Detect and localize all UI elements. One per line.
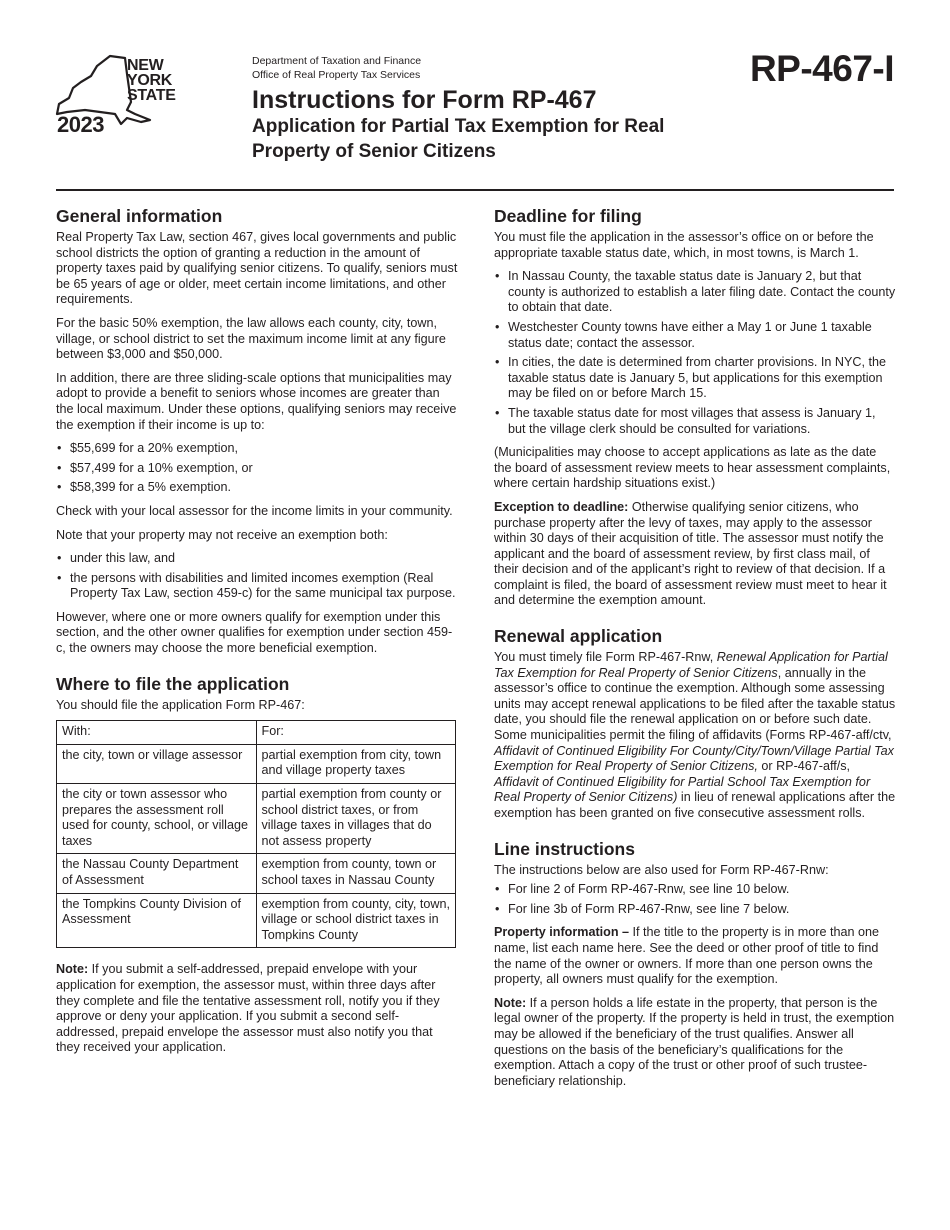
line-instructions-section [494, 838, 896, 1090]
list-item: • $55,699 for a 20% exemption, [56, 441, 458, 457]
column-header: For: [256, 721, 456, 745]
text: , annually in the assessor’s office to continue the exemption. Although some assessing units may accept renewal applications to be filed after the taxable status date, you should file the renewal application on or before such date. Some municipalities permit the filing of affidavits (Forms RP-467-aff/ctv, [494, 665, 896, 743]
table-cell: partial exemption from county or school district taxes, or from village taxes in villages that do not assess property [256, 784, 456, 854]
table-cell: the city or town assessor who prepares the assessment roll used for county, school, or village taxes [57, 784, 257, 854]
department-block [252, 54, 421, 82]
paragraph: (Municipalities may choose to accept applications as late as the date the board of assessment review meets to hear assessment complaints, where certain hardship situations exist.) [494, 445, 891, 491]
nys-logo [55, 54, 185, 137]
renewal-paragraph [494, 650, 896, 822]
where-to-file-section [56, 673, 458, 1056]
paragraph: In addition, there are three sliding-scale options that municipalities may adopt to provide a benefit to seniors whose incomes are greater than the local maximum. Under these options, qualifying seniors may receive the exemption if their income is up to: [56, 370, 457, 432]
exception-label: Exception to deadline: [494, 499, 629, 514]
table-row [57, 744, 456, 783]
paragraph: For the basic 50% exemption, the law allows each county, city, town, village, or school district to set the maximum income limit at any figure between $3,000 and $50,000. [56, 315, 446, 362]
section-heading: Where to file the application [56, 673, 290, 694]
logo-line: NEW [127, 57, 164, 74]
exception-paragraph [494, 500, 896, 609]
form-title: Affidavit of Continued Eligibility For County/City/Town/Village Partial Tax Exemption for Real Property of Senior Citizens, [494, 743, 894, 774]
form-title: Renewal Application for Partial Tax Exemption for Real Property of Senior Citizens [494, 650, 888, 680]
table-cell: the Nassau County Department of Assessment [57, 854, 257, 893]
general-information-section [56, 205, 458, 657]
renewal-section [494, 625, 896, 822]
table-cell: the city, town or village assessor [57, 744, 257, 783]
property-information-paragraph [494, 925, 896, 987]
income-limit-list [56, 441, 458, 496]
paragraph: Real Property Tax Law, section 467, gives local governments and public school districts the option of granting a reduction in the amount of property taxes paid by qualifying senior citizens. To qualify, seniors must be 65 years of age or older, meet certain income limitations, and other requirements. [56, 230, 458, 307]
right-column [494, 205, 896, 1097]
list-item: • In cities, the date is determined from charter provisions. In NYC, the taxable status date is January 5, but applications for this exemption may be filed on or before March 15. [494, 355, 896, 402]
table-cell: the Tompkins County Division of Assessment [57, 893, 257, 948]
section-heading: General information [56, 206, 223, 226]
list-item: • the persons with disabilities and limited incomes exemption (Real Property Tax Law, section 459-c) for the same municipal tax purpose. [56, 571, 458, 602]
department-name: Department of Taxation and Finance [252, 55, 422, 67]
note-label: Note: [494, 995, 527, 1010]
text: or RP-467-aff/s, [757, 759, 851, 774]
header-divider [56, 189, 894, 191]
paragraph: However, where one or more owners qualify for exemption under this section, and the other owner qualifies for exemption under section 459-c, the owners may choose the more beneficial exemption. [56, 609, 453, 656]
list-item: • $57,499 for a 10% exemption, or [56, 461, 458, 477]
property-information-label: Property information – [494, 925, 630, 940]
table-cell: exemption from county, city, town, village or school district taxes in Tompkins County [256, 893, 456, 948]
paragraph: Check with your local assessor for the income limits in your community. [56, 503, 453, 518]
section-heading: Line instructions [494, 838, 635, 859]
list-item: • $58,399 for a 5% exemption. [56, 480, 458, 496]
list-item: • For line 3b of Form RP-467-Rnw, see line 7 below. [494, 902, 896, 918]
paragraph: The instructions below are also used for Form RP-467-Rnw: [494, 862, 829, 877]
property-information-text: If the title to the property is in more than one name, list each name here. See the deed or other proof of title to find the name of the owner or owners. If more than one person owns the property, all owners must qualify for the exemption. [494, 925, 879, 987]
list-item: • For line 2 of Form RP-467-Rnw, see line 10 below. [494, 882, 896, 898]
logo-line: STATE [127, 87, 176, 104]
form-number: RP-467-I [749, 48, 894, 89]
exception-text: Otherwise qualifying senior citizens, who purchase property after the levy of taxes, may apply to the assessor within 30 days of their acquisition of title. The assessor must notify the applicant and the board of assessment review, by first class mail, of their decision and of the applicant’s right to review of that decision. If a complaint is filed, the board of assessment review must meet to hear it and determine the exemption amount. [494, 499, 887, 608]
list-item: • Westchester County towns have either a May 1 or June 1 taxable status date; contact the assessor. [494, 320, 896, 351]
note-text: If a person holds a life estate in the property, that person is the legal owner of the property. If the property is held in trust, the exemption may be allowed if the beneficiary of the trust qualifies. Answer all questions on the basis of the beneficiary’s qualifications for the exemption. Attach a copy of the trust or other proof of such trustee-beneficiary relationship. [494, 995, 895, 1088]
line-reference-list [494, 882, 896, 917]
table-row [57, 784, 456, 854]
logo-year: 2023 [57, 112, 104, 137]
list-item: • In Nassau County, the taxable status date is January 2, but that county is authorized to establish a later filing date. Contact the county to obtain that date. [494, 269, 896, 316]
logo-wordmark [127, 58, 176, 103]
section-heading: Deadline for filing [494, 206, 642, 226]
note-label: Note: [56, 962, 89, 977]
text: You must timely file Form RP-467-Rnw, [494, 650, 717, 665]
left-column [56, 205, 458, 1064]
page-title: Instructions for Form RP-467 [252, 86, 597, 114]
list-item: • under this law, and [56, 551, 458, 567]
section-heading: Renewal application [494, 626, 663, 647]
office-name: Office of Real Property Tax Services [252, 69, 421, 81]
logo-line: YORK [127, 72, 173, 89]
deadline-list [494, 269, 896, 437]
paragraph: You must file the application in the assessor’s office on or before the appropriate taxable status date, which, in most towns, is March 1. [494, 230, 874, 260]
column-header: With: [57, 721, 257, 745]
table-row [57, 893, 456, 948]
paragraph: You should file the application Form RP-467: [56, 697, 305, 712]
page-subtitle: Application for Partial Tax Exemption for Real Property of Senior Citizens [252, 116, 665, 162]
table-header-row [57, 721, 456, 745]
note-paragraph [56, 962, 458, 1056]
paragraph: Note that your property may not receive an exemption both: [56, 527, 388, 542]
table-cell: exemption from county, town or school taxes in Nassau County [256, 854, 456, 893]
table-cell: partial exemption from city, town and village property taxes [256, 744, 456, 783]
text: in lieu of renewal applications after the exemption has been granted on five consecutive assessment rolls. [494, 790, 896, 820]
deadline-section [494, 205, 896, 609]
where-to-file-table [56, 720, 456, 948]
exemption-conditions-list [56, 551, 458, 602]
form-title: Affidavit of Continued Eligibility for Partial School Tax Exemption for Real Property of Senior Citizens) [494, 774, 871, 805]
table-row [57, 854, 456, 893]
list-item: • The taxable status date for most villages that assess is January 1, but the village clerk should be consulted for variations. [494, 406, 896, 437]
note-text: If you submit a self-addressed, prepaid envelope with your application for exemption, the assessor must, within three days after they complete and file the tentative assessment roll, notify you if they approve or deny your application. If you submit a second self-addressed, prepaid envelope the assessor must also notify you that they received your application. [56, 962, 440, 1055]
note-paragraph [494, 996, 896, 1090]
